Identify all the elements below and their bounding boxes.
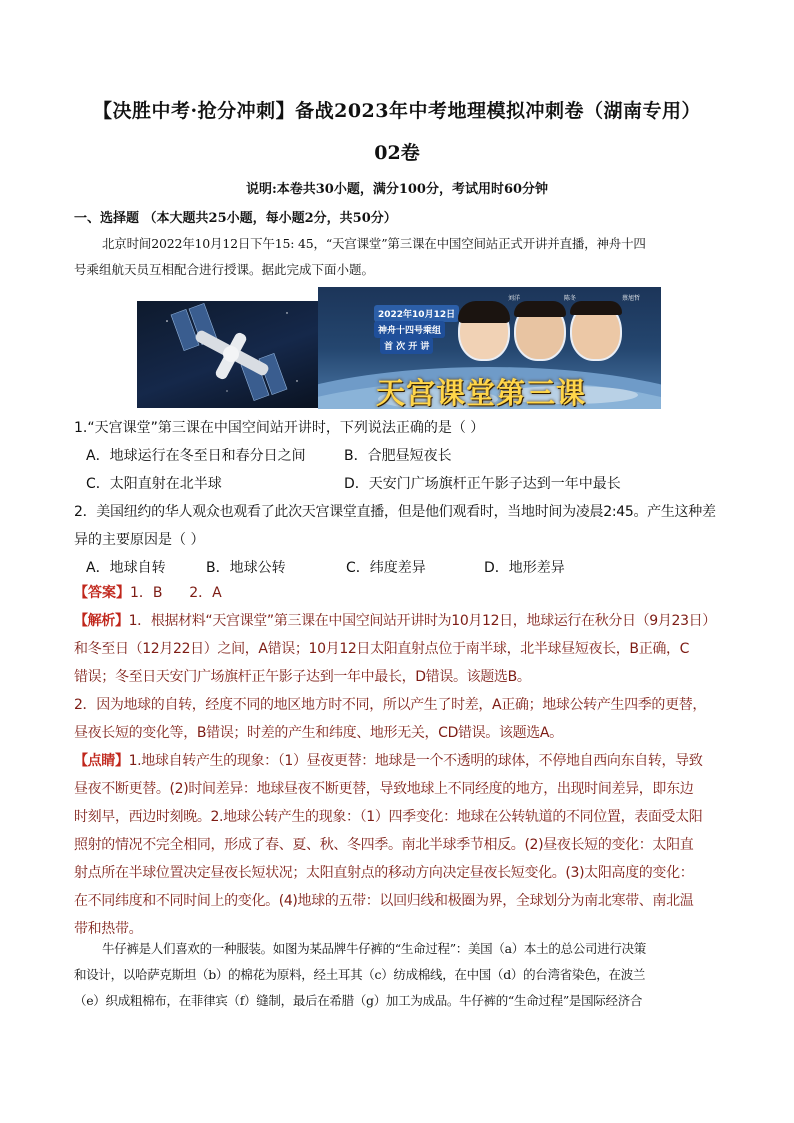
space-station-photo: [137, 301, 318, 408]
tips-block: [74, 747, 724, 943]
tips-line: 带和热带。: [74, 921, 143, 937]
tips-line: 在不同纬度和不同时间上的变化。(4)地球的五带：以回归线和极圈为界，全球划分为南北寒带、南北温: [74, 893, 694, 909]
tips-line: 射点所在半球位置决定昼夜长短状况；太阳直射点的移动方向决定昼夜长短变化。(3)太阳高度的变化：: [74, 865, 694, 881]
analysis-block: [74, 607, 724, 747]
option-a: A．地球运行在冬至日和春分日之间: [86, 448, 306, 464]
question-stem: 2．美国纽约的华人观众也观看了此次天宫课堂直播，但是他们观看时，当地时间为凌晨2:45。产生这种差: [74, 504, 716, 520]
answer-tag: 【答案】: [74, 585, 130, 601]
analysis-line: 2．因为地球的自转，经度不同的地区地方时不同，所以产生了时差，A正确；地球公转产生四季的更替，: [74, 697, 707, 713]
question-stem: 1.“天宫课堂”第三课在中国空间站开讲时，下列说法正确的是（ ）: [74, 420, 485, 436]
tips-line: 1.地球自转产生的现象：（1）昼夜更替：地球是一个不透明的球体，不停地自西向东自转，导致: [128, 753, 703, 769]
option-c: C．纬度差异: [346, 560, 426, 576]
exam-instructions: 说明:本卷共30小题，满分100分，考试用时60分钟: [245, 182, 549, 197]
option-d: D．天安门广场旗杆正午影子达到一年中最长: [344, 476, 621, 492]
option-c: C．太阳直射在北半球: [86, 476, 222, 492]
tips-line: 照射的情况不完全相同，形成了春、夏、秋、冬四季。南北半球季节相反。(2)昼夜长短的变化：太阳直: [74, 837, 694, 853]
analysis-line: 1．根据材料“天宫课堂”第三课在中国空间站开讲时为10月12日，地球运行在秋分日（9月23日）: [128, 613, 716, 629]
tips-line: 时刻早，西边时刻晚。2.地球公转产生的现象：（1）四季变化：地球在公转轨道的不同位置，表面受太阳: [74, 809, 703, 825]
document-subtitle: 02卷: [374, 142, 420, 164]
analysis-line: 和冬至日（12月22日）之间，A错误；10月12日太阳直射点位于南半球，北半球昼短夜长，B正确，C: [74, 641, 690, 657]
answer-text: 1．B 2．A: [130, 585, 222, 601]
space-station-illustration: [137, 301, 318, 408]
astronaut-portrait: [514, 301, 566, 361]
banner-title: 天宫课堂第三课: [376, 376, 587, 409]
question-2: [74, 498, 724, 582]
astronaut-portrait: [570, 301, 622, 361]
intro-line: （e）织成粗棉布，在菲律宾（f）缝制，最后在希腊（g）加工为成品。牛仔裤的“生命过程”是国际经济合: [74, 993, 643, 1008]
tips-line: 昼夜不断更替。(2)时间差异：地球昼夜不断更替，导致地球上不同经度的地方，出现时间差异，即东边: [74, 781, 694, 797]
intro-line: 牛仔裤是人们喜欢的一种服装。如图为某品牌牛仔裤的“生命过程”：美国（a）本土的总公司进行决策: [102, 941, 646, 956]
astronaut-name: 陈冬: [564, 295, 577, 302]
analysis-line: 错误；冬至日天安门广场旗杆正午影子达到一年中最长，D错误。该题选B。: [74, 669, 531, 685]
section-info: （本大题共25小题，每小题2分，共50分）: [143, 211, 397, 226]
banner-first-lecture: 首 次 开 讲: [380, 337, 433, 354]
intro-line: 北京时间2022年10月12日下午15: 45，“天宫课堂”第三课在中国空间站正式开讲并直播，神舟十四: [102, 236, 646, 251]
option-b: B．地球公转: [206, 560, 286, 576]
intro-line: 和设计，以哈萨克斯坦（b）的棉花为原料，经土耳其（c）纺成棉线，在中国（d）的台湾省染色，在波兰: [74, 967, 646, 982]
section-label: 一、选择题: [74, 211, 140, 226]
tips-tag: 【点睛】: [74, 753, 129, 769]
question-1: [74, 414, 724, 498]
option-d: D．地形差异: [484, 560, 565, 576]
intro-line: 号乘组航天员互相配合进行授课。据此完成下面小题。: [74, 262, 375, 277]
astronaut-name: 刘洋: [508, 295, 521, 302]
intro-paragraph-1: [74, 231, 724, 283]
tiangong-classroom-banner: [318, 287, 661, 409]
banner-crew: 神舟十四号乘组: [374, 321, 445, 338]
section-heading: [74, 207, 397, 226]
question-stem: 异的主要原因是（ ）: [74, 532, 205, 548]
astronaut-portrait: [458, 301, 510, 361]
intro-paragraph-2: [74, 936, 724, 1014]
option-a: A．地球自转: [86, 560, 166, 576]
answer-block: [74, 579, 724, 607]
analysis-tag: 【解析】: [74, 613, 129, 629]
option-b: B．合肥昼短夜长: [344, 448, 452, 464]
astronaut-name: 蔡旭哲: [622, 295, 641, 302]
analysis-line: 昼夜长短的变化等，B错误；时差的产生和纬度、地形无关，CD错误。该题选A。: [74, 725, 563, 741]
banner-date: 2022年10月12日: [374, 305, 459, 322]
document-title: 【决胜中考·抢分冲刺】备战2023年中考地理模拟冲刺卷（湖南专用）: [93, 100, 701, 122]
